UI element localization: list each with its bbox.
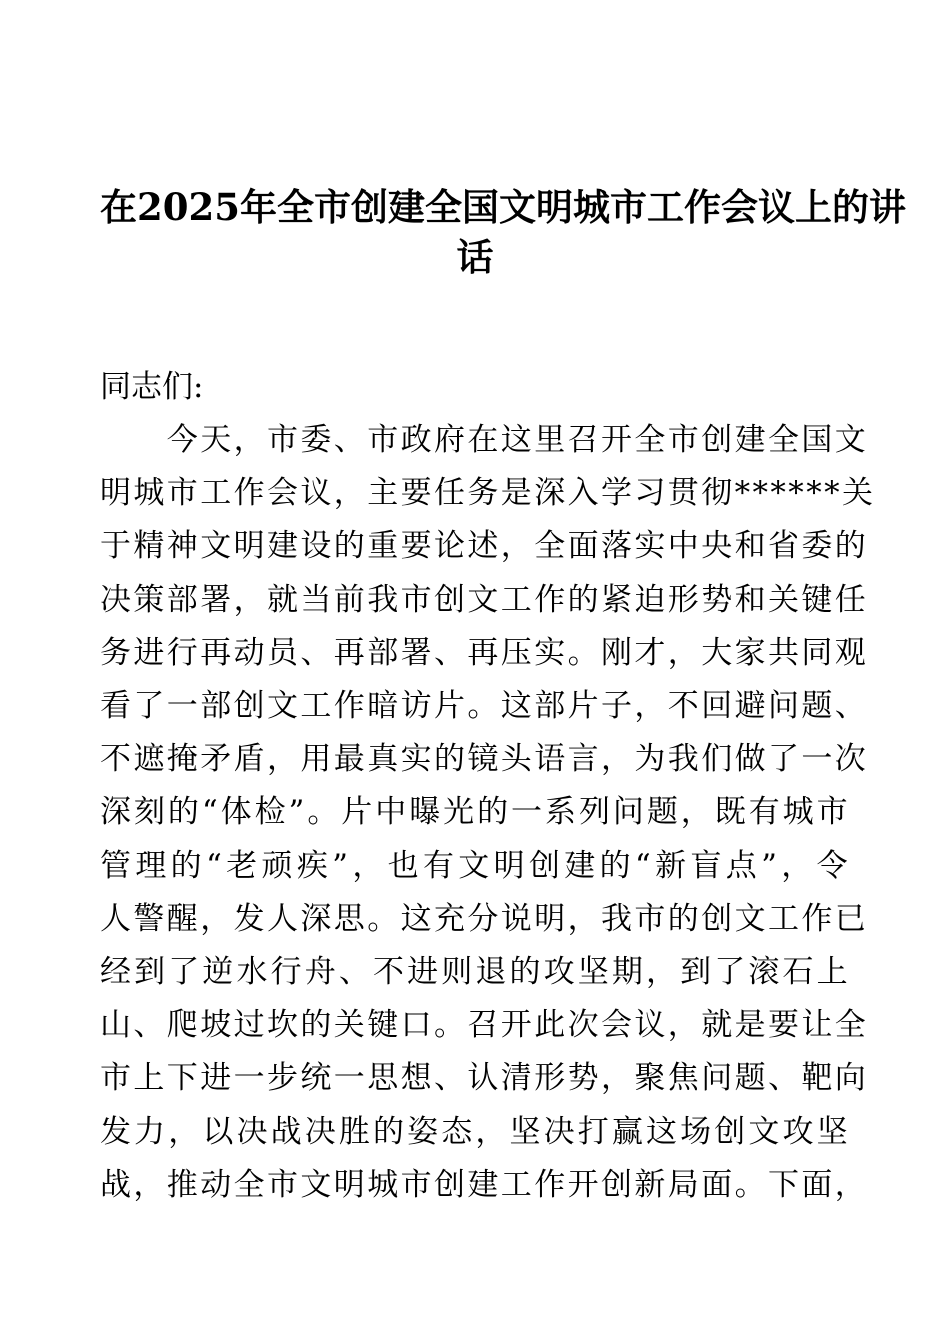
title-line-2: 话 bbox=[456, 235, 494, 279]
paragraph-line: 看了一部创文工作暗访片。这部片子，不回避问题、 bbox=[100, 688, 869, 725]
paragraph-line: 经到了逆水行舟、不进则退的攻坚期，到了滚石上 bbox=[100, 954, 850, 991]
paragraph-line: 市上下进一步统一思想、认清形势，聚焦问题、靶向 bbox=[100, 1060, 869, 1097]
document-title bbox=[100, 182, 906, 282]
body-paragraph bbox=[100, 414, 876, 1212]
paragraph-line: 于精神文明建设的重要论述，全面落实中央和省委的 bbox=[100, 528, 869, 565]
paragraph-line: 管理的“老顽疾”，也有文明创建的“新盲点”，令 bbox=[100, 847, 850, 884]
paragraph-line: 务进行再动员、再部署、再压实。刚才，大家共同观 bbox=[100, 634, 869, 671]
paragraph-line: 战，推动全市文明城市创建工作开创新局面。下面， bbox=[100, 1166, 869, 1203]
title-line-1: 在2025年全市创建全国文明城市工作会议上的讲 bbox=[100, 185, 906, 229]
paragraph-line: 决策部署，就当前我市创文工作的紧迫形势和关键任 bbox=[100, 581, 869, 618]
paragraph-line: 明城市工作会议，主要任务是深入学习贯彻******关 bbox=[100, 475, 876, 512]
paragraph-line: 山、爬坡过坎的关键口。召开此次会议，就是要让全 bbox=[100, 1007, 869, 1044]
paragraph-line: 今天，市委、市政府在这里召开全市创建全国文 bbox=[100, 422, 869, 458]
paragraph-line: 深刻的“体检”。片中曝光的一系列问题，既有城市 bbox=[100, 794, 850, 831]
paragraph-line: 发力，以决战决胜的姿态，坚决打赢这场创文攻坚 bbox=[100, 1113, 850, 1150]
salutation: 同志们: bbox=[100, 369, 204, 405]
paragraph-line: 不遮掩矛盾，用最真实的镜头语言，为我们做了一次 bbox=[100, 741, 869, 778]
paragraph-line: 人警醒，发人深思。这充分说明，我市的创文工作已 bbox=[100, 900, 869, 937]
